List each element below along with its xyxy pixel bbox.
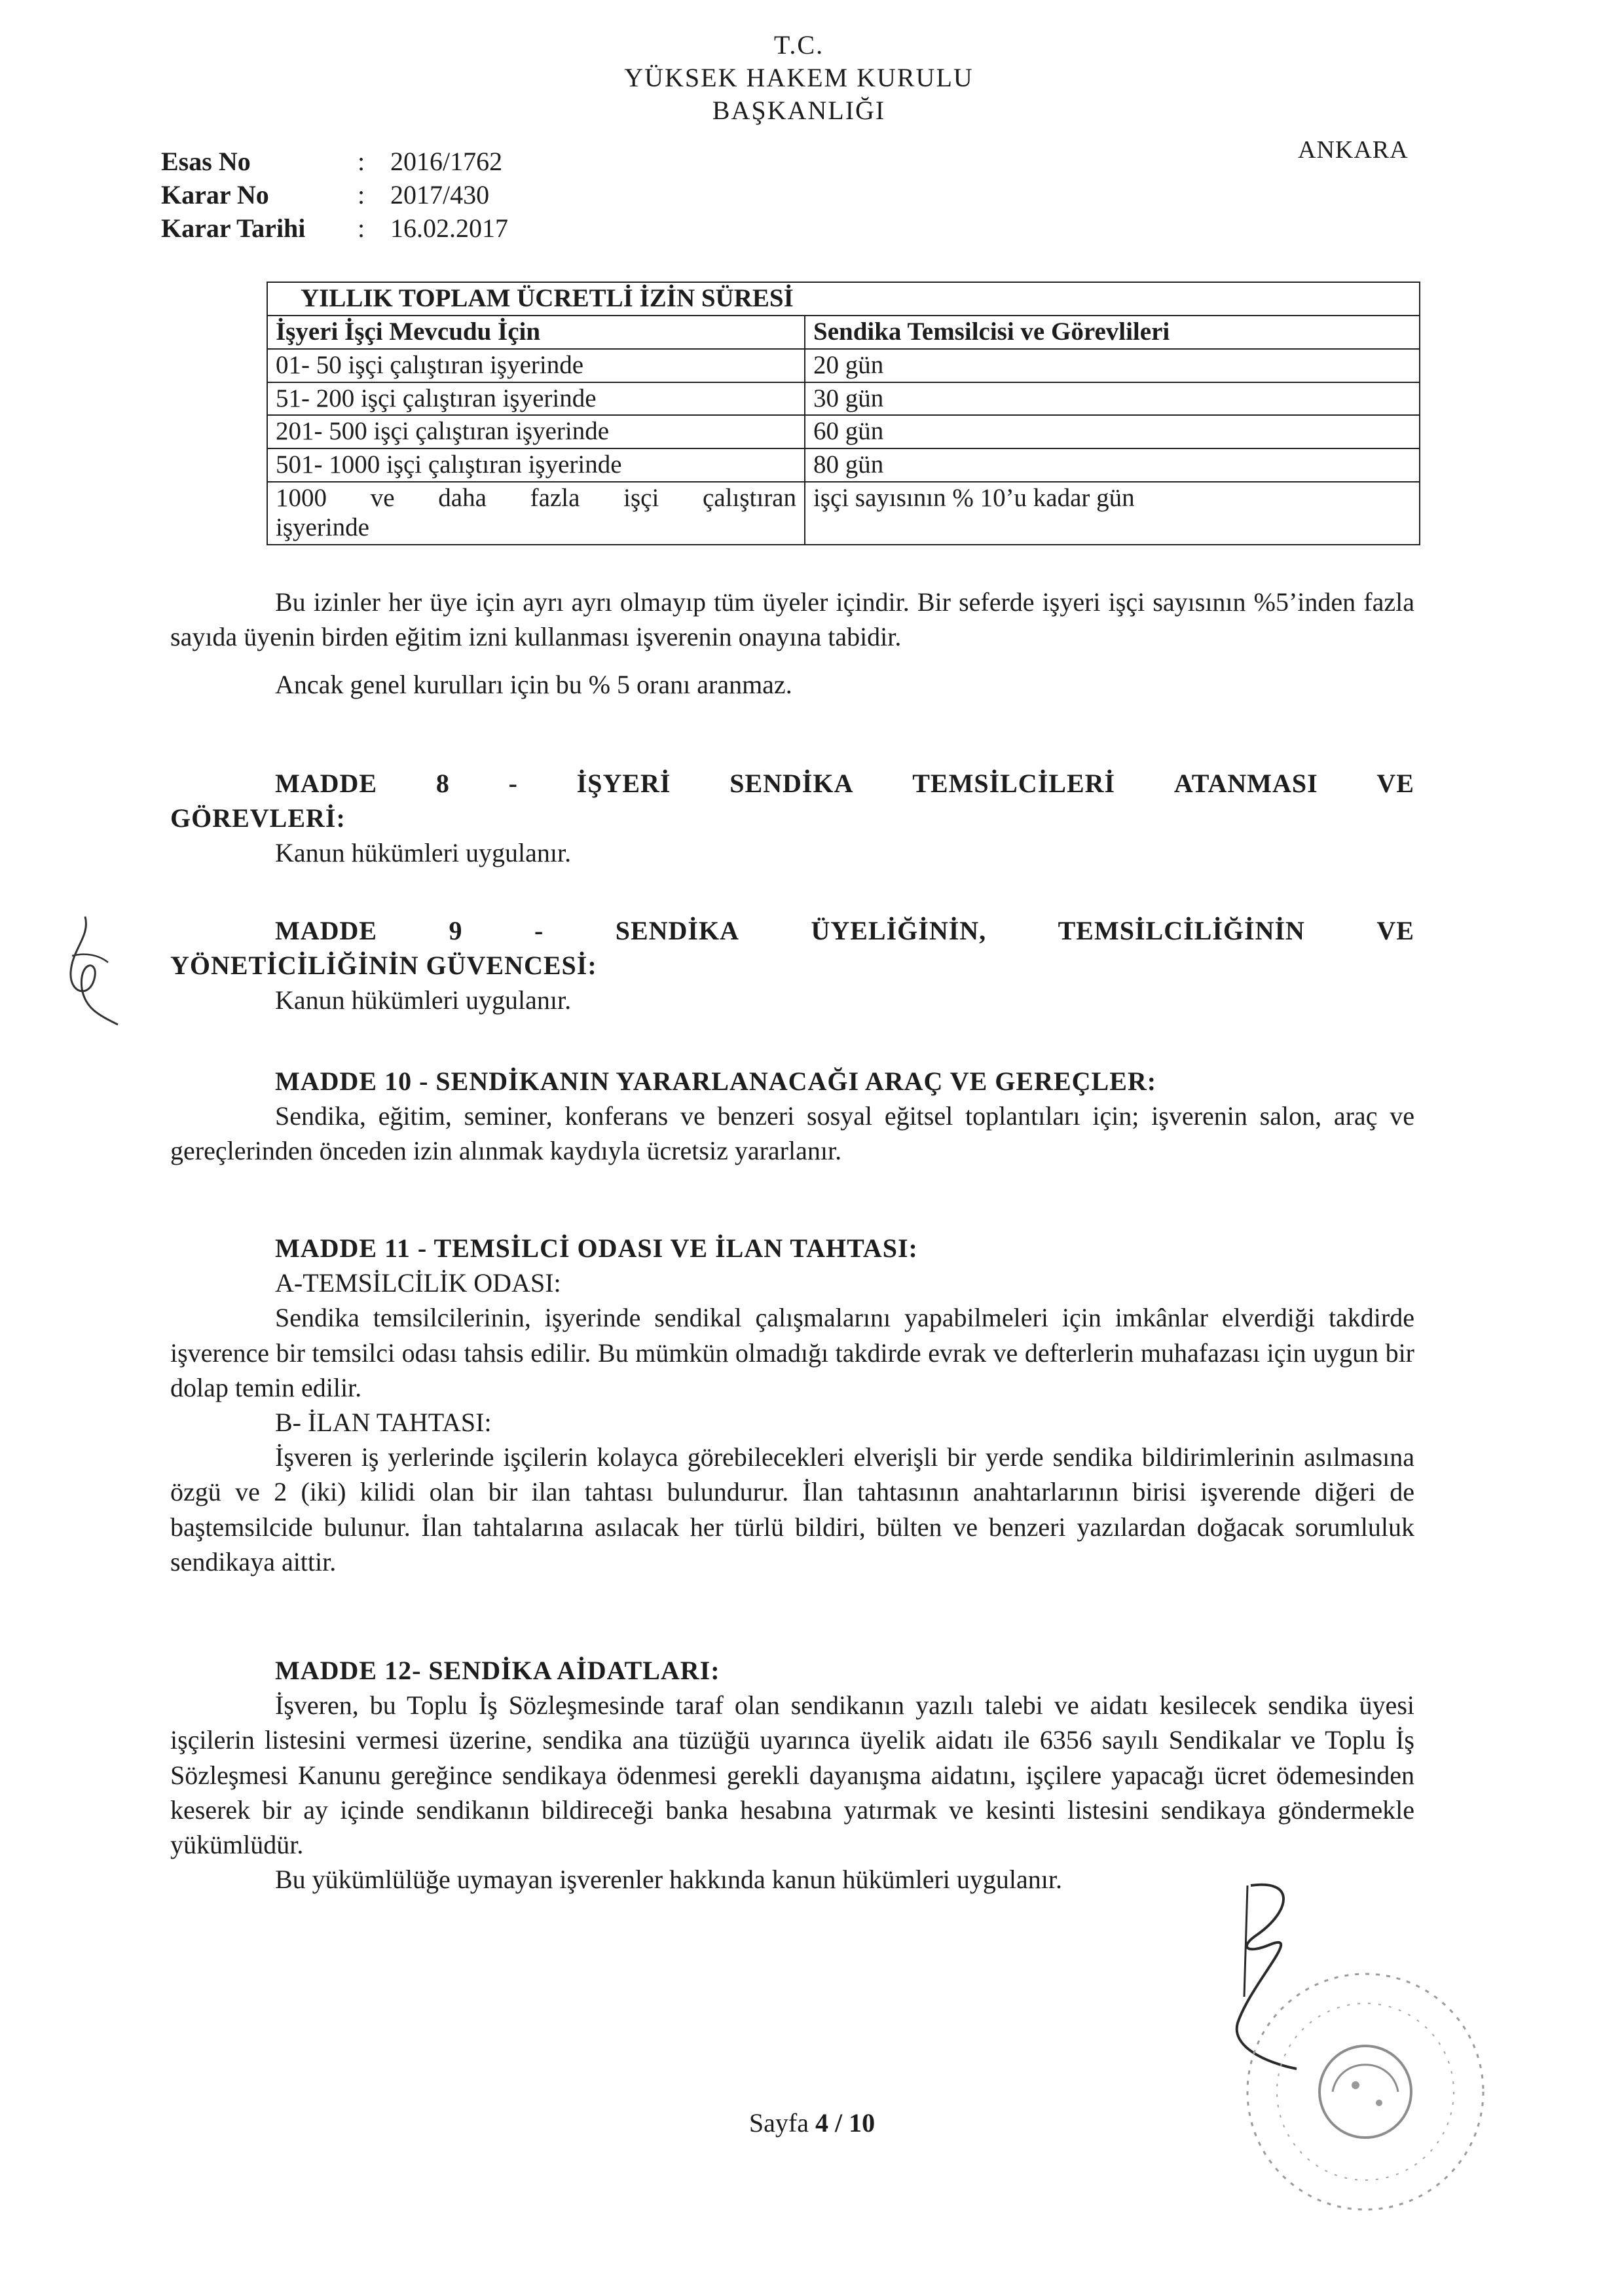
column-header-workplace: İşyeri İşçi Mevcudu İçin xyxy=(267,316,805,349)
article-10-title: MADDE 10 - SENDİKANIN YARARLANACAĞI ARAÇ VE GEREÇLER: xyxy=(275,1066,1157,1096)
article-11-sub-a: A-TEMSİLCİLİK ODASI: xyxy=(275,1268,561,1298)
title-word: SENDİKA xyxy=(729,769,854,798)
meta-value: 2016/1762 xyxy=(390,147,503,176)
meta-label: Esas No xyxy=(161,147,251,176)
article-12 xyxy=(170,1653,1414,1897)
margin-initials-signature xyxy=(59,910,131,1041)
article-11-text-a: Sendika temsilcilerinin, işyerinde sendikal çalışmalarını yapabilmeleri için imkânlar elverdiği takdirde işverence bir temsilci odası tahsis edilir. Bu mümkün olmadığı takdirde evrak ve defterlerin muhafazası için uygun bir dolap temin edilir. xyxy=(170,1303,1414,1402)
article-11 xyxy=(170,1231,1414,1579)
table-cell: 01- 50 işçi çalıştıran işyerinde xyxy=(267,349,805,382)
article-9-title-cont: YÖNETİCİLİĞİNİN GÜVENCESİ: xyxy=(170,951,597,981)
paragraph: Ancak genel kurulları için bu % 5 oranı aranmaz. xyxy=(275,670,792,700)
table-row xyxy=(267,448,1420,482)
meta-label: Karar Tarihi xyxy=(161,213,306,243)
article-8-title xyxy=(170,766,1414,801)
page-number-prefix: Sayfa xyxy=(748,2108,809,2138)
title-word: ÜYELİĞİNİN, xyxy=(811,916,987,945)
title-word: VE xyxy=(1376,916,1414,945)
meta-row-karar: Karar No : 2017/430 xyxy=(161,179,508,212)
table-header-row xyxy=(267,316,1420,349)
table-title: YILLIK TOPLAM ÜCRETLİ İZİN SÜRESİ xyxy=(267,282,1420,316)
document-header xyxy=(550,29,1048,127)
table-cell: 20 gün xyxy=(805,349,1420,382)
table-row xyxy=(267,349,1420,382)
table-cell: 51- 200 işçi çalıştıran işyerinde xyxy=(267,382,805,416)
article-10-text: Sendika, eğitim, seminer, konferans ve benzeri sosyal eğitsel toplantıları için; işverenin salon, araç ve gereçlerinden önceden izin alınmak kaydıyla ücretsiz yararlanır. xyxy=(170,1101,1414,1166)
table-cell: 201- 500 işçi çalıştıran işyerinde xyxy=(267,415,805,448)
meta-value: 2017/430 xyxy=(390,179,490,210)
title-word: İŞYERİ xyxy=(576,769,671,798)
title-word: TEMSİLCİLERİ xyxy=(912,769,1116,798)
header-institution: YÜKSEK HAKEM KURULU xyxy=(624,63,974,92)
after-table-text xyxy=(170,585,1414,702)
article-11-sub-b: B- İLAN TAHTASI: xyxy=(275,1407,492,1437)
title-word: 9 xyxy=(449,916,463,945)
article-8-text: Kanun hükümleri uygulanır. xyxy=(275,838,572,868)
meta-label: Karar No xyxy=(161,179,269,210)
table-row xyxy=(267,415,1420,448)
paragraph: Bu izinler her üye için ayrı ayrı olmayıp tüm üyeler içindir. Bir seferde işyeri işçi sayısının %5’inden fazla sayıda üyenin birden eğitim izni kullanması işverenin onayına tabidir. xyxy=(170,587,1414,652)
article-12-text: Bu yükümlülüğe uymayan işverenler hakkında kanun hükümleri uygulanır. xyxy=(275,1865,1062,1895)
article-8-title-cont: GÖREVLERİ: xyxy=(170,803,346,833)
title-word: TEMSİLCİLİĞİNİN xyxy=(1058,916,1305,945)
table-cell: işçi sayısının % 10’u kadar gün xyxy=(805,482,1420,545)
article-9-text: Kanun hükümleri uygulanır. xyxy=(275,985,572,1015)
official-stamp xyxy=(1225,1951,1506,2232)
meta-row-tarih: Karar Tarihi : 16.02.2017 xyxy=(161,212,508,246)
title-word: - xyxy=(508,769,518,798)
table-cell: 501- 1000 işçi çalıştıran işyerinde xyxy=(267,448,805,482)
title-word: - xyxy=(534,916,544,945)
table-cell-line: işyerinde xyxy=(276,513,369,541)
article-11-title: MADDE 11 - TEMSİLCİ ODASI VE İLAN TAHTASI: xyxy=(275,1233,918,1263)
title-word: SENDİKA xyxy=(615,916,739,945)
article-8 xyxy=(170,766,1414,871)
meta-value: 16.02.2017 xyxy=(390,213,508,243)
meta-row-esas: Esas No : 2016/1762 xyxy=(161,145,508,179)
leave-duration-table xyxy=(267,282,1420,545)
title-word: 8 xyxy=(435,769,450,798)
title-word: MADDE xyxy=(275,769,378,798)
table-row xyxy=(267,482,1420,545)
table-cell-line: 1000 ve daha fazla işçi çalıştıran xyxy=(276,484,796,513)
title-word: ATANMASI xyxy=(1173,769,1318,798)
case-metadata xyxy=(161,145,508,245)
header-presidency: BAŞKANLIĞI xyxy=(712,96,886,125)
title-word: MADDE xyxy=(275,916,378,945)
header-city: ANKARA xyxy=(1298,136,1409,164)
article-11-text-b: İşveren iş yerlerinde işçilerin kolayca görebilecekleri elverişli bir yerde sendika bildirimlerinin asılmasına özgü ve 2 (iki) kilidi olan bir ilan tahtası bulundurur. İlan tahtasının anahtarlarının birisi işverende diğeri de baştemsilcide bulunur. İlan tahtalarına asılacak her türlü bildiri, bülten ve benzeri yazılardan doğacak sorumluluk sendikaya aittir. xyxy=(170,1442,1414,1576)
table-row xyxy=(267,382,1420,416)
table-cell: 60 gün xyxy=(805,415,1420,448)
title-word: VE xyxy=(1376,769,1414,798)
article-12-text: İşveren, bu Toplu İş Sözleşmesinde taraf olan sendikanın yazılı talebi ve aidatı kesilecek sendika üyesi işçilerin listesini vermesi üzerine, sendika ana tüzüğü uyarınca üyelik aidatı ile 6356 sayılı Sendikalar ve Toplu İş Sözleşmesi Kanunu gereğince sendikaya ödenmesi gerekli dayanışma aidatını, işçilere yapacağı ücret ödemesinden keserek bir ay içinde sendikanın bildireceği banka hesabına yatırmak ve kesinti listesini sendikaya göndermekle yükümlüdür. xyxy=(170,1690,1414,1859)
article-9-title xyxy=(170,913,1414,948)
article-9 xyxy=(170,913,1414,1018)
header-tc: T.C. xyxy=(773,30,824,60)
table-cell: 80 gün xyxy=(805,448,1420,482)
article-12-title: MADDE 12- SENDİKA AİDATLARI: xyxy=(275,1656,720,1685)
table-cell xyxy=(267,482,805,545)
table-cell: 30 gün xyxy=(805,382,1420,416)
article-10 xyxy=(170,1064,1414,1169)
column-header-representatives: Sendika Temsilcisi ve Görevlileri xyxy=(805,316,1420,349)
table-title-row xyxy=(267,282,1420,316)
page-number-value: 4 / 10 xyxy=(815,2108,876,2138)
